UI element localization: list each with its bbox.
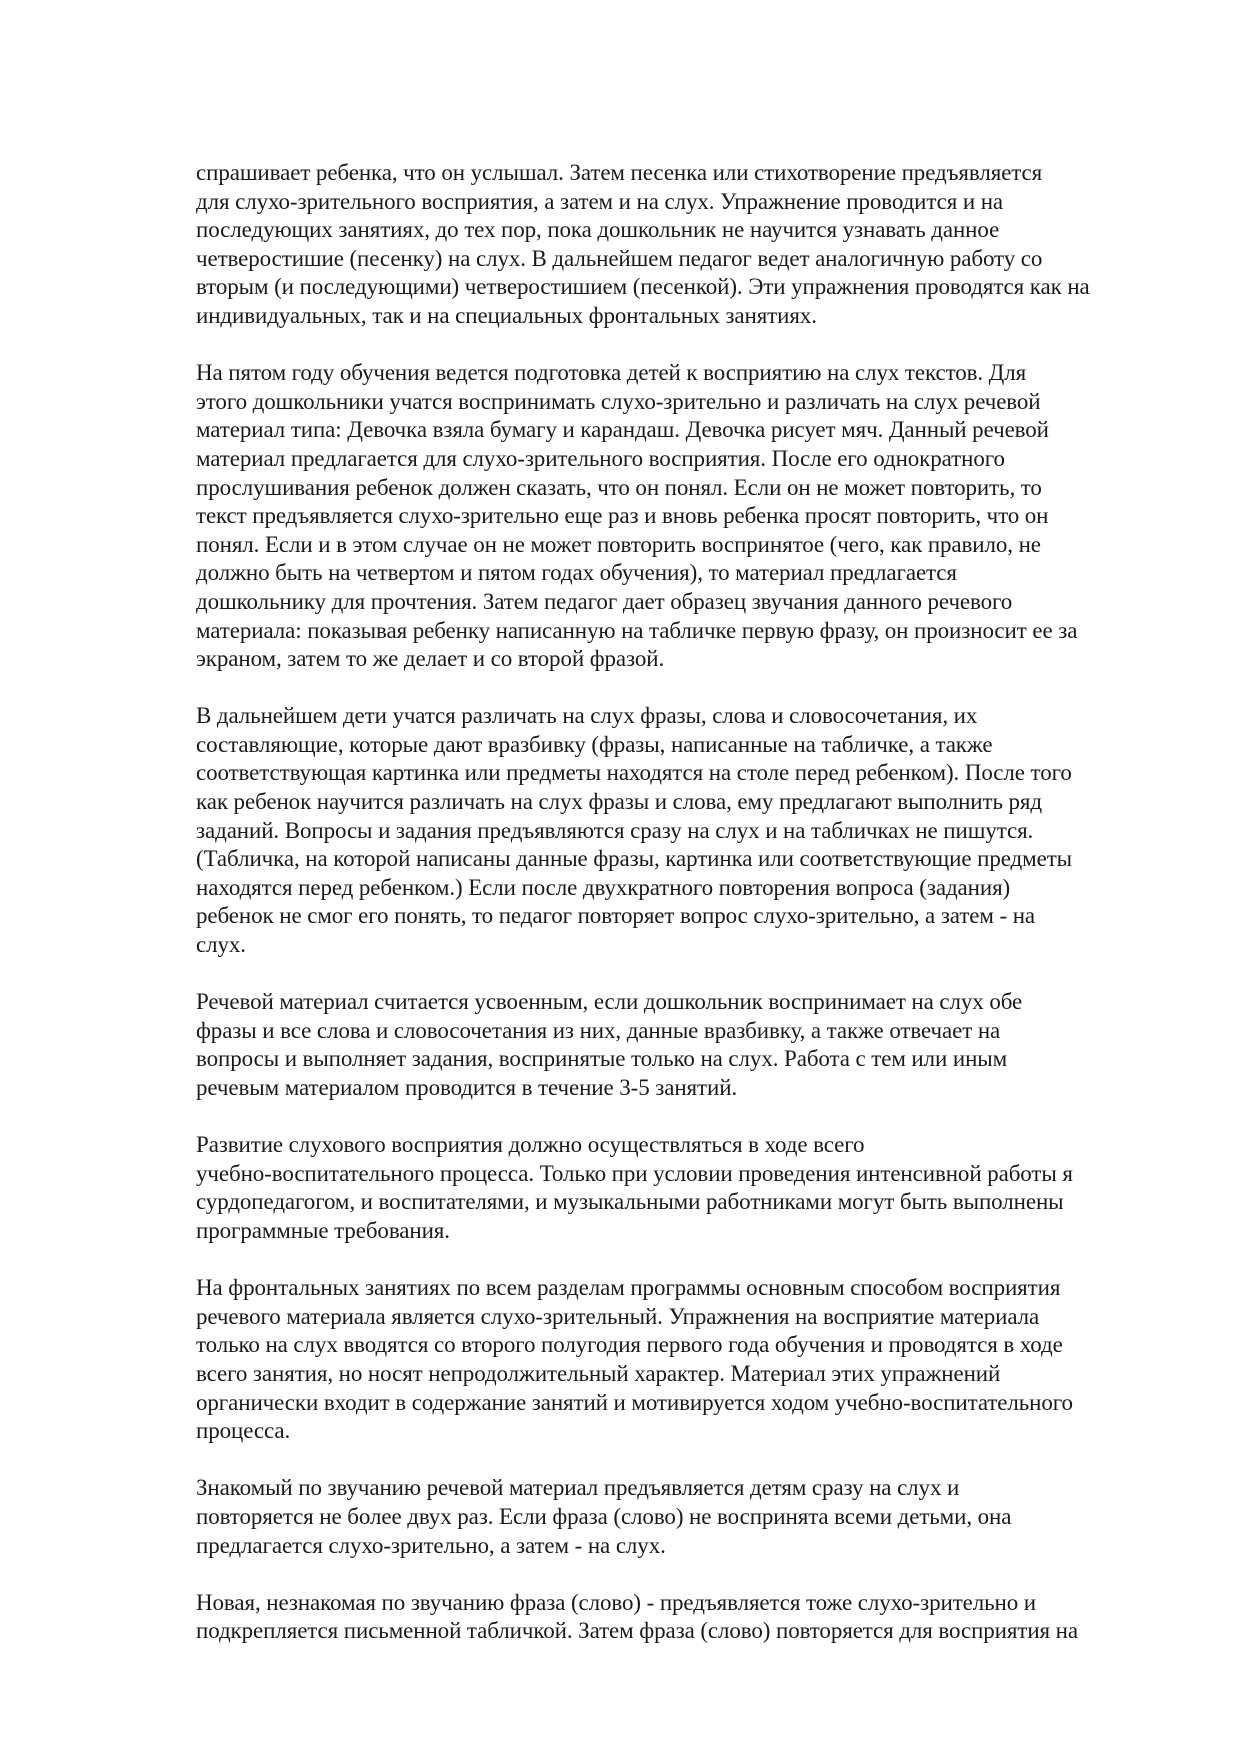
text-line: материал предлагается для слухо-зрительного восприятия. После его однократного xyxy=(196,445,1005,471)
text-line: заданий. Вопросы и задания предъявляются сразу на слух и на табличках не пишутся. xyxy=(196,817,1034,843)
text-line: На фронтальных занятиях по всем разделам программы основным способом восприятия xyxy=(196,1275,1061,1301)
text-line: как ребенок научится различать на слух фразы и слова, ему предлагают выполнить ряд xyxy=(196,789,1042,815)
text-line: предлагается слухо-зрительно, а затем - на слух. xyxy=(196,1532,666,1558)
text-line: экраном, затем то же делает и со второй фразой. xyxy=(196,646,665,672)
text-line: Знакомый по звучанию речевой материал предъявляется детям сразу на слух и xyxy=(196,1475,960,1501)
paragraph-3 xyxy=(196,702,1171,959)
text-line: Речевой материал считается усвоенным, если дошкольник воспринимает на слух обе xyxy=(196,989,1023,1015)
text-line: В дальнейшем дети учатся различать на слух фразы, слова и словосочетания, их xyxy=(196,703,978,729)
text-line: речевого материала является слухо-зрительный. Упражнения на восприятие материала xyxy=(196,1303,1040,1329)
paragraph-4 xyxy=(196,988,1171,1102)
text-line: Развитие слухового восприятия должно осуществляться в ходе всего xyxy=(196,1132,865,1158)
text-line: находятся перед ребенком.) Если после двухкратного повторения вопроса (задания) xyxy=(196,874,1011,900)
text-line: Новая, незнакомая по звучанию фраза (слово) - предъявляется тоже слухо-зрительно и xyxy=(196,1589,1036,1615)
paragraph-5 xyxy=(196,1131,1171,1245)
text-line: индивидуальных, так и на специальных фронтальных занятиях. xyxy=(196,302,817,328)
text-line: соответствующая картинка или предметы находятся на столе перед ребенком). После того xyxy=(196,760,1072,786)
text-line: (Табличка, на которой написаны данные фразы, картинка или соответствующие предметы xyxy=(196,846,1072,872)
text-line: ребенок не смог его понять, то педагог повторяет вопрос слухо-зрительно, а затем - на xyxy=(196,903,1036,929)
paragraph-6 xyxy=(196,1274,1171,1446)
text-line: этого дошкольники учатся воспринимать слухо-зрительно и различать на слух речевой xyxy=(196,388,1041,414)
text-line: последующих занятиях, до тех пор, пока дошкольник не научится узнавать данное xyxy=(196,217,1000,243)
text-line: дошкольнику для прочтения. Затем педагог дает образец звучания данного речевого xyxy=(196,588,1013,614)
text-line: понял. Если и в этом случае он не может повторить воспринятое (чего, как правило, не xyxy=(196,531,1041,557)
text-line: органически входит в содержание занятий и мотивируется ходом учебно-воспитательного xyxy=(196,1389,1073,1415)
text-line: вопросы и выполняет задания, воспринятые только на слух. Работа с тем или иным xyxy=(196,1046,1008,1072)
paragraph-1 xyxy=(196,159,1171,331)
text-line: прослушивания ребенок должен сказать, что он понял. Если он не может повторить, то xyxy=(196,474,1042,500)
paragraph-7 xyxy=(196,1474,1171,1560)
text-line: текст предъявляется слухо-зрительно еще раз и вновь ребенка просят повторить, что он xyxy=(196,503,1049,529)
text-line: подкрепляется письменной табличкой. Затем фраза (слово) повторяется для восприятия на xyxy=(196,1618,1078,1644)
text-line: программные требования. xyxy=(196,1217,450,1243)
text-line: сурдопедагогом, и воспитателями, и музыкальными работниками могут быть выполнены xyxy=(196,1189,1064,1215)
paragraph-2 xyxy=(196,359,1171,674)
text-line: вторым (и последующими) четверостишием (песенкой). Эти упражнения проводятся как на xyxy=(196,274,1090,300)
text-line: процесса. xyxy=(196,1418,291,1444)
text-line: На пятом году обучения ведется подготовка детей к восприятию на слух текстов. Для xyxy=(196,360,1027,386)
text-line: спрашивает ребенка, что он услышал. Затем песенка или стихотворение предъявляется xyxy=(196,160,1043,185)
text-line: учебно-воспитательного процесса. Только при условии проведения интенсивной работы я xyxy=(196,1160,1073,1186)
text-line: повторяется не более двух раз. Если фраза (слово) не воспринята всеми детьми, она xyxy=(196,1503,1012,1529)
document-page xyxy=(196,159,1171,1674)
text-line: всего занятия, но носят непродолжительный характер. Материал этих упражнений xyxy=(196,1360,1001,1386)
text-line: фразы и все слова и словосочетания из них, данные вразбивку, а также отвечает на xyxy=(196,1017,1001,1043)
text-line: материал типа: Девочка взяла бумагу и карандаш. Девочка рисует мяч. Данный речевой xyxy=(196,417,1049,443)
text-line: составляющие, которые дают вразбивку (фразы, написанные на табличке, а также xyxy=(196,731,993,757)
text-line: только на слух вводятся со второго полугодия первого года обучения и проводятся в ходе xyxy=(196,1332,1063,1358)
text-line: материала: показывая ребенку написанную на табличке первую фразу, он произносит ее за xyxy=(196,617,1078,643)
text-line: четверостишие (песенку) на слух. В дальнейшем педагог ведет аналогичную работу со xyxy=(196,245,1043,271)
text-line: для слухо-зрительного восприятия, а затем и на слух. Упражнение проводится и на xyxy=(196,188,1004,214)
text-line: должно быть на четвертом и пятом годах обучения), то материал предлагается xyxy=(196,560,957,586)
text-line: речевым материалом проводится в течение 3-5 занятий. xyxy=(196,1075,738,1100)
text-line: слух. xyxy=(196,932,246,958)
paragraph-8 xyxy=(196,1589,1171,1646)
